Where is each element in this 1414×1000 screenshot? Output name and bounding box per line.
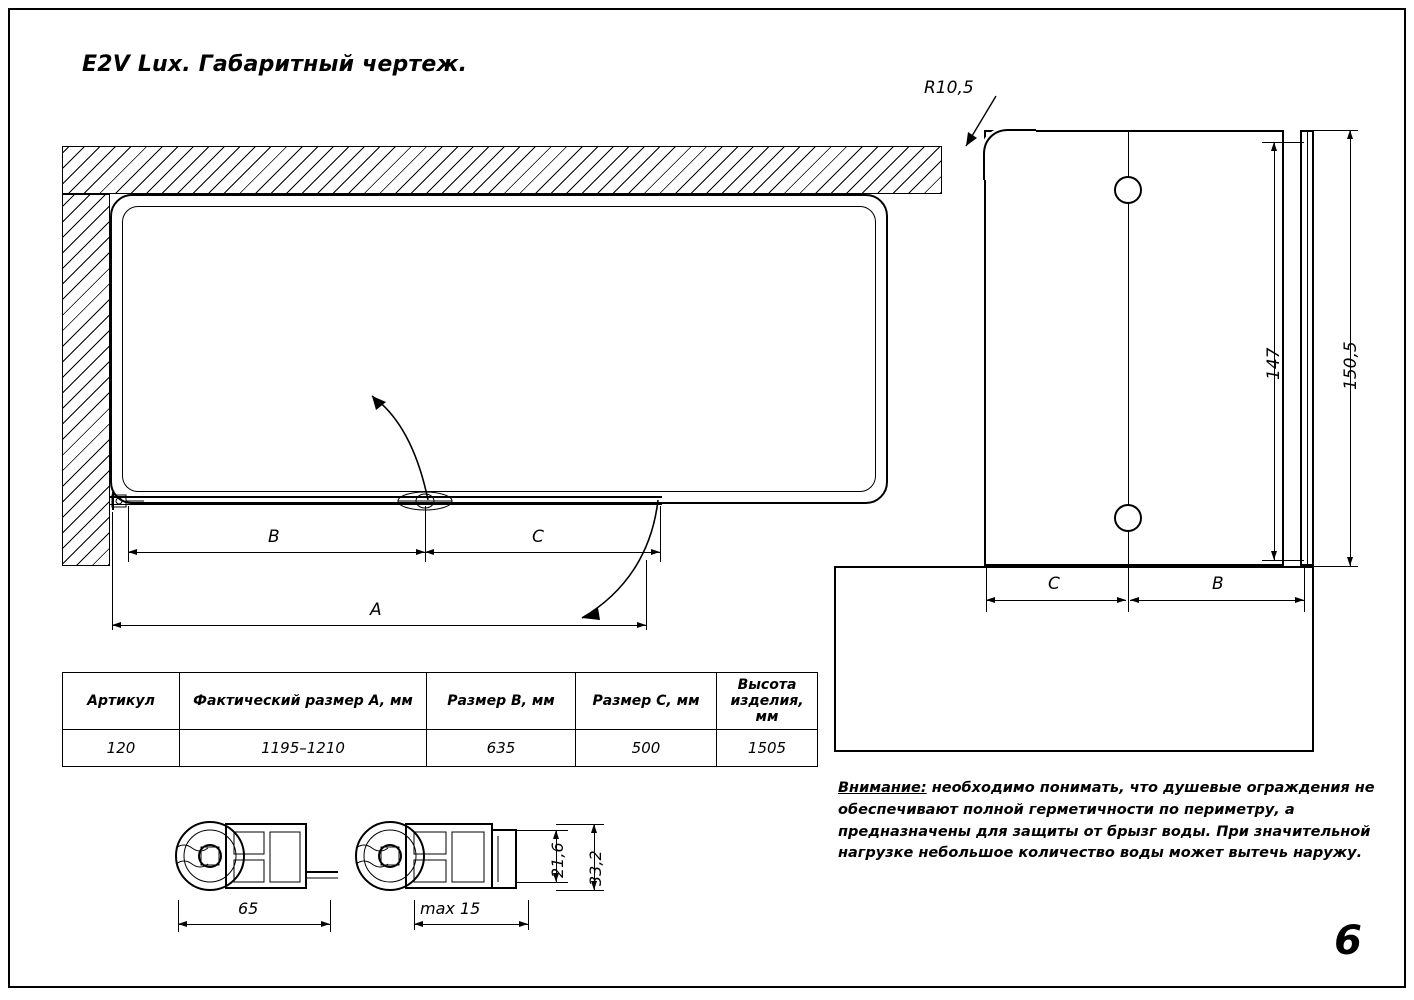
page-number: 6 [1334,918,1362,964]
cell-article: 120 [63,730,180,767]
table-header-height: Высота изделия, мм [717,673,818,730]
spec-table [62,672,818,767]
dimension-label-side-b: B [1212,574,1224,594]
radius-label: R10,5 [924,78,974,98]
wall-profile-center-line [1307,132,1308,564]
ext-line-216-bottom [516,882,568,883]
profile-section-left [170,812,350,904]
ext-line-1505-bottom [1310,566,1358,567]
ext-line-max15-right [528,900,529,930]
dimension-label-65: 65 [238,899,259,918]
dimension-label-216: 21,6 [548,842,567,878]
page-border-left [8,8,10,988]
table-header-row [63,673,818,730]
ext-line-c-right [660,506,661,562]
door-swing-arrow-up [340,372,450,502]
table-header-size-b: Размер B, мм [427,673,576,730]
ext-line-side-c-left [986,566,987,612]
table-header-size-a: Фактический размер A, мм [180,673,427,730]
dimension-arrow-b [128,552,425,553]
bathtub-side-right [1312,566,1314,752]
profile-section-right [350,812,550,904]
dimension-label-side-c: C [1048,574,1060,594]
dimension-label-a: A [370,600,382,620]
cell-size-a: 1195–1210 [180,730,427,767]
wall-hatch-left [62,194,110,566]
dimension-label-max15: max 15 [420,899,481,918]
cell-size-b: 635 [427,730,576,767]
page-border-bottom [8,986,1406,988]
dimension-arrow-a [112,625,646,626]
cell-height: 1505 [717,730,818,767]
radius-leader-line [944,90,1014,160]
ext-line-65-right [330,900,331,932]
dimension-arrow-side-b [1130,600,1304,601]
bathtub-side-top [834,566,1314,568]
page-border-top [8,8,1406,10]
table-header-size-c: Размер C, мм [576,673,717,730]
dimension-label-147: 147 [1264,347,1284,380]
table-header-article: Артикул [63,673,180,730]
dimension-arrow-side-c [986,600,1126,601]
door-swing-arrow-down [556,496,676,632]
warning-note-text: необходимо понимать, что душевые ограждения не обеспечивают полной герметичности по периметру, а предназначены для защиты от брызг воды. При значительной нагрузке небольшое количество воды может вытечь наружу. [838,780,1375,862]
hinge-upper-icon [1114,176,1142,204]
warning-note [838,778,1378,865]
ext-line-side-cb-mid [1128,566,1129,612]
ext-line-a-left [112,512,113,630]
dimension-label-c: C [532,527,544,547]
bathtub-side-left [834,566,836,752]
hinge-lower-icon [1114,504,1142,532]
dimension-label-b: B [268,527,280,547]
cell-size-c: 500 [576,730,717,767]
dimension-label-1505: 150,5 [1341,341,1361,390]
bathtub-side-bottom [834,750,1314,752]
ext-line-216-top [516,830,568,831]
warning-note-lead: Внимание: [838,780,927,796]
ext-line-a-right [646,560,647,630]
page-title: E2V Lux. Габаритный чертеж. [82,52,468,77]
dimension-arrow-65 [178,924,330,925]
table-row [63,730,818,767]
page-border-right [1404,8,1406,988]
ext-line-65-left [178,900,179,932]
dimension-arrow-c [425,552,660,553]
ext-line-147-bottom [1262,560,1304,561]
ext-line-side-b-right [1304,566,1305,612]
dimension-arrow-max15 [414,924,528,925]
ext-line-332-bottom [556,890,604,891]
dimension-label-332: 33,2 [586,850,605,886]
ext-line-147-top [1262,142,1304,143]
wall-hatch-top [62,146,942,194]
bathtub-inner-outline [122,206,876,492]
